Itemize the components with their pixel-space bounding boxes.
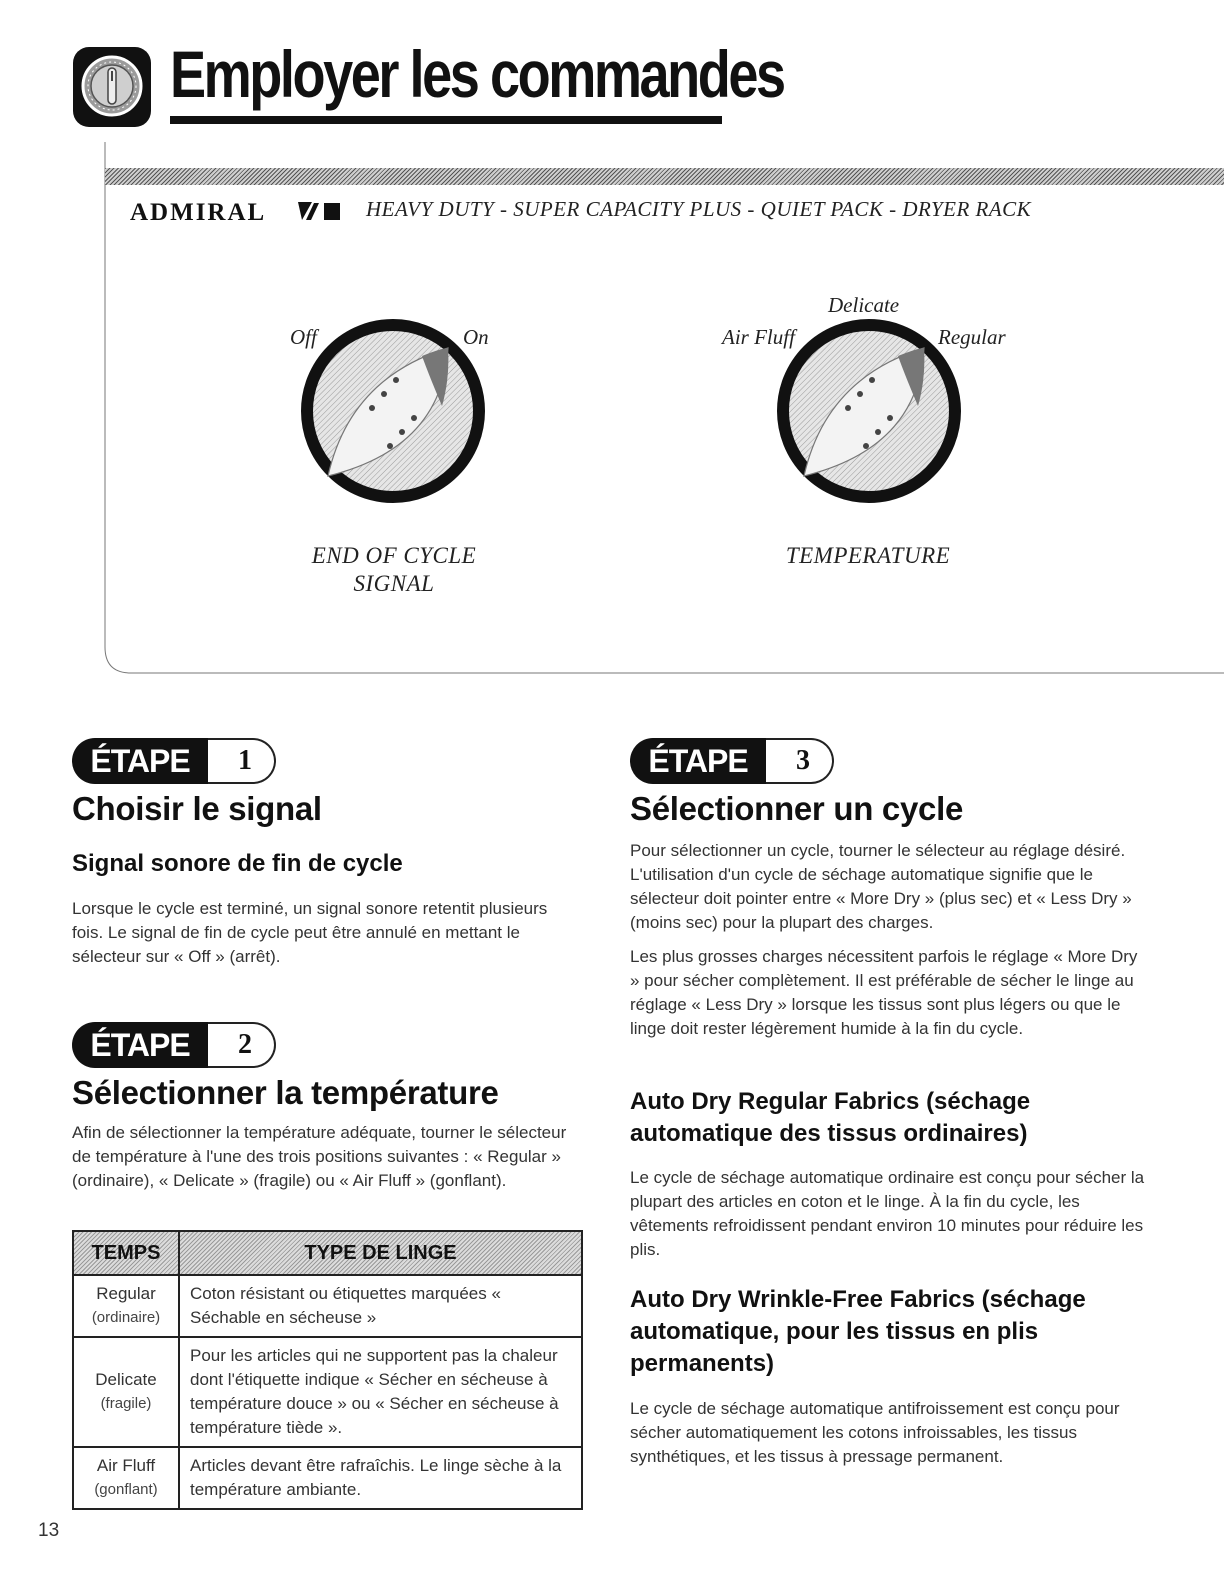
step3-body2: Les plus grosses charges nécessitent parfois le réglage « More Dry » pour sécher complètement. Il est préférable de sécher le linge au réglage « Less Dry » lorsque les tissus sont plus légers ou que le linge doit rester légèrement humide à la fin du cycle. bbox=[630, 947, 1138, 1038]
step3-sub2-title: Auto Dry Wrinkle-Free Fabrics (séchage automatique, pour les tissus en plis permanents) bbox=[630, 1286, 1086, 1377]
table-header-row bbox=[73, 1231, 582, 1275]
page-title: Employer les commandes bbox=[170, 37, 784, 111]
knob1-title-line2: SIGNAL bbox=[353, 571, 435, 596]
step1-badge bbox=[72, 738, 292, 784]
step3-label: ÉTAPE bbox=[630, 738, 766, 784]
step3-sub1-title: Auto Dry Regular Fabrics (séchage automatique des tissus ordinaires) bbox=[630, 1088, 1031, 1147]
model-line: HEAVY DUTY - SUPER CAPACITY PLUS - QUIET PACK - DRYER RACK bbox=[366, 197, 1032, 221]
setting-name: Regular bbox=[96, 1284, 156, 1303]
knob1-title-line1: END OF CYCLE bbox=[311, 543, 477, 568]
table-cell-desc: Pour les articles qui ne supportent pas la chaleur dont l'étiquette indique « Sécher en sécheuse à température douce » ou « Sécher en sécheuse à température tiède ». bbox=[179, 1337, 582, 1447]
step3-body1: Pour sélectionner un cycle, tourner le sélecteur au réglage désiré. L'utilisation d'un cycle de séchage automatique signifie que le sélecteur doit pointer entre « More Dry » (plus sec) et « Less Dry » (moins sec) pour la plupart des charges. bbox=[630, 841, 1132, 932]
table-cell-desc: Articles devant être rafraîchis. Le linge sèche à la température ambiante. bbox=[179, 1447, 582, 1509]
setting-name: Air Fluff bbox=[96, 1456, 156, 1475]
temperature-knob[interactable] bbox=[776, 318, 962, 504]
setting-translation: (fragile) bbox=[100, 1395, 152, 1412]
step3-number: 3 bbox=[796, 745, 810, 776]
step2-label: ÉTAPE bbox=[72, 1022, 208, 1068]
step1-label: ÉTAPE bbox=[72, 738, 208, 784]
step2-body: Afin de sélectionner la température adéquate, tourner le sélecteur de température à l'une des trois positions suivantes : « Regular » (ordinaire), « Delicate » (fragile) ou « Air Fluff » (gonflant). bbox=[72, 1123, 567, 1190]
title-underline bbox=[170, 116, 722, 124]
knob1-on-label: On bbox=[463, 325, 489, 349]
table-row bbox=[73, 1337, 582, 1447]
step2-title: Sélectionner la température bbox=[72, 1074, 499, 1111]
step1-title: Choisir le signal bbox=[72, 790, 322, 827]
setting-name: Delicate bbox=[95, 1370, 157, 1389]
table-row bbox=[73, 1447, 582, 1509]
setting-translation: (gonflant) bbox=[94, 1481, 158, 1498]
knob2-regular-label: Regular bbox=[938, 325, 1006, 349]
end-of-cycle-knob[interactable] bbox=[300, 318, 486, 504]
table-header-type: TYPE DE LINGE bbox=[179, 1231, 582, 1275]
table-header-temps: TEMPS bbox=[73, 1231, 179, 1275]
page-number: 13 bbox=[38, 1520, 60, 1541]
step1-body: Lorsque le cycle est terminé, un signal sonore retentit plusieurs fois. Le signal de fin de cycle peut être annulé en mettant le sélecteur sur « Off » (arrêt). bbox=[72, 899, 548, 966]
step2-badge bbox=[72, 1022, 292, 1068]
panel-stripe bbox=[105, 168, 1224, 185]
admiral-logo bbox=[130, 196, 345, 226]
knob2-title: TEMPERATURE bbox=[785, 543, 951, 568]
table-cell-setting bbox=[73, 1447, 179, 1509]
knob1-off-label: Off bbox=[290, 325, 317, 349]
table-row bbox=[73, 1275, 582, 1337]
temperature-table bbox=[72, 1230, 583, 1510]
knob2-airfluff-label: Air Fluff bbox=[722, 325, 795, 349]
step3-badge bbox=[630, 738, 850, 784]
svg-text:ADMIRAL: ADMIRAL bbox=[130, 199, 267, 226]
table-cell-desc: Coton résistant ou étiquettes marquées « Séchable en sécheuse » bbox=[179, 1275, 582, 1337]
setting-translation: (ordinaire) bbox=[91, 1309, 161, 1326]
step1-number: 1 bbox=[238, 745, 252, 776]
step3-sub1-body: Le cycle de séchage automatique ordinaire est conçu pour sécher la plupart des articles en coton et le linge. À la fin du cycle, les vêtements refroidissent pendant environ 10 minutes pour réduire les plis. bbox=[630, 1168, 1145, 1259]
step3-sub2-body: Le cycle de séchage automatique antifroissement est conçu pour sécher automatiquement les cotons infroissables, les tissus synthétiques, et les tissus à pressage permanent. bbox=[630, 1399, 1120, 1466]
dial-icon bbox=[72, 46, 152, 128]
table-cell-setting bbox=[73, 1275, 179, 1337]
step3-title: Sélectionner un cycle bbox=[630, 790, 963, 827]
step1-subtitle: Signal sonore de fin de cycle bbox=[72, 850, 403, 877]
table-cell-setting bbox=[73, 1337, 179, 1447]
step2-number: 2 bbox=[238, 1029, 252, 1060]
knob2-delicate-label: Delicate bbox=[828, 293, 900, 317]
knob1-title bbox=[284, 542, 504, 598]
